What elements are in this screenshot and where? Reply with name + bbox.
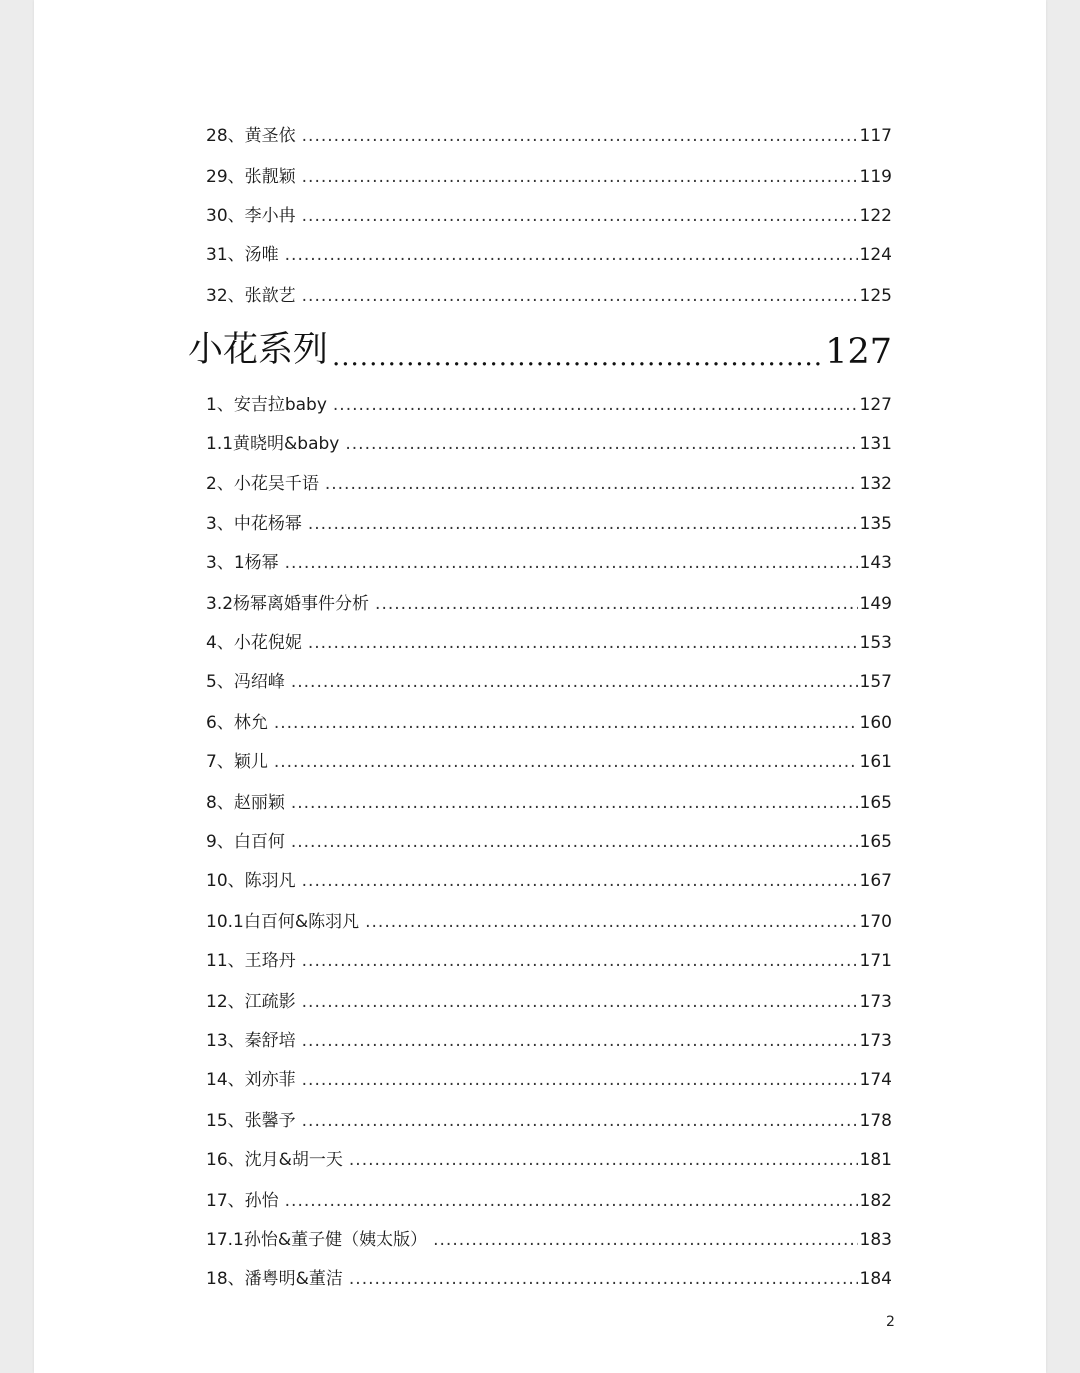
- dot-leader: [349, 1269, 858, 1289]
- toc-entry-page: 171: [859, 951, 892, 971]
- toc-entry[interactable]: [206, 506, 892, 534]
- section-heading-page: 127: [825, 332, 892, 372]
- toc-entry-label: 11、王珞丹: [206, 951, 296, 971]
- toc-entry-label: 14、刘亦菲: [206, 1070, 296, 1090]
- dot-leader: [285, 1191, 858, 1211]
- dot-leader: [308, 633, 858, 653]
- toc-entry-label: 29、张靓颖: [206, 167, 296, 187]
- toc-entry[interactable]: [206, 426, 892, 454]
- dot-leader: [302, 871, 858, 891]
- toc-entry-page: 182: [859, 1191, 892, 1211]
- toc-entry-page: 170: [859, 912, 892, 932]
- toc-entry-label: 16、沈月&胡一天: [206, 1150, 343, 1170]
- dot-leader: [285, 245, 858, 265]
- toc-entry-page: 184: [859, 1269, 892, 1289]
- toc-entry-label: 17、孙怡: [206, 1191, 279, 1211]
- toc-entry[interactable]: [206, 118, 892, 146]
- dot-leader: [302, 951, 858, 971]
- toc-entry-page: 117: [859, 126, 892, 146]
- toc-entry-label: 9、白百何: [206, 832, 285, 852]
- toc-entry-label: 32、张歆艺: [206, 286, 296, 306]
- toc-entry-label: 28、黄圣依: [206, 126, 296, 146]
- dot-leader: [349, 1150, 858, 1170]
- toc-entry-label: 15、张馨予: [206, 1111, 296, 1131]
- dot-leader: [345, 434, 857, 454]
- toc-entry-label: 31、汤唯: [206, 245, 279, 265]
- toc-entry[interactable]: [206, 625, 892, 653]
- toc-entry-page: 124: [859, 245, 892, 265]
- toc-entry[interactable]: [206, 586, 892, 614]
- dot-leader: [302, 992, 858, 1012]
- dot-leader: [302, 167, 858, 187]
- toc-entry-page: 174: [859, 1070, 892, 1090]
- toc-entry-page: 181: [859, 1150, 892, 1170]
- dot-leader: [291, 672, 858, 692]
- toc-entry-page: 125: [859, 286, 892, 306]
- toc-entry[interactable]: [206, 387, 892, 415]
- dot-leader: [332, 342, 823, 372]
- dot-leader: [302, 126, 858, 146]
- toc-entry[interactable]: [206, 159, 892, 187]
- toc-entry-page: 173: [859, 992, 892, 1012]
- toc-entry-page: 131: [859, 434, 892, 454]
- toc-entry[interactable]: [206, 744, 892, 772]
- dot-leader: [302, 206, 858, 226]
- toc-entry[interactable]: [206, 198, 892, 226]
- toc-entry[interactable]: [206, 1023, 892, 1051]
- document-page: [34, 0, 1046, 1373]
- toc-entry[interactable]: [206, 943, 892, 971]
- toc-entry[interactable]: [206, 545, 892, 573]
- toc-entry[interactable]: [206, 863, 892, 891]
- toc-entry-label: 10.1白百何&陈羽凡: [206, 912, 360, 932]
- toc-entry-page: 157: [859, 672, 892, 692]
- toc-entry-label: 17.1孙怡&董子健（姨太版）: [206, 1230, 428, 1250]
- toc-entry[interactable]: [206, 466, 892, 494]
- toc-entry-page: 167: [859, 871, 892, 891]
- toc-entry-label: 5、冯绍峰: [206, 672, 285, 692]
- toc-entry-page: 122: [859, 206, 892, 226]
- toc-entry[interactable]: [206, 904, 892, 932]
- dot-leader: [302, 1111, 858, 1131]
- toc-entry[interactable]: [206, 705, 892, 733]
- toc-entry-label: 3.2杨幂离婚事件分析: [206, 594, 370, 614]
- toc-entry-page: 165: [859, 793, 892, 813]
- toc-entry[interactable]: [206, 1062, 892, 1090]
- section-heading[interactable]: [188, 322, 892, 372]
- toc-entry-page: 132: [859, 474, 892, 494]
- toc-entry-page: 165: [859, 832, 892, 852]
- toc-entry[interactable]: [206, 1103, 892, 1131]
- toc-entry-page: 127: [859, 395, 892, 415]
- section-heading-label: 小花系列: [188, 330, 329, 370]
- dot-leader: [285, 553, 858, 573]
- dot-leader: [302, 1031, 858, 1051]
- toc-entry-page: 135: [859, 514, 892, 534]
- toc-entry-page: 149: [859, 594, 892, 614]
- dot-leader: [291, 793, 858, 813]
- dot-leader: [365, 912, 857, 932]
- toc-entry-label: 7、颖儿: [206, 752, 268, 772]
- toc-entry-label: 18、潘粤明&董洁: [206, 1269, 343, 1289]
- toc-entry[interactable]: [206, 1222, 892, 1250]
- toc-entry-label: 4、小花倪妮: [206, 633, 302, 653]
- toc-entry-page: 161: [859, 752, 892, 772]
- toc-entry-label: 13、秦舒培: [206, 1031, 296, 1051]
- toc-entry-label: 1、安吉拉baby: [206, 395, 327, 415]
- toc-entry-label: 2、小花吴千语: [206, 474, 319, 494]
- toc-entry-label: 8、赵丽颖: [206, 793, 285, 813]
- toc-entry-label: 3、中花杨幂: [206, 514, 302, 534]
- dot-leader: [325, 474, 858, 494]
- toc-entry-page: 160: [859, 713, 892, 733]
- toc-entry-page: 153: [859, 633, 892, 653]
- toc-entry[interactable]: [206, 237, 892, 265]
- toc-entry-label: 12、江疏影: [206, 992, 296, 1012]
- toc-entry-label: 30、李小冉: [206, 206, 296, 226]
- dot-leader: [274, 752, 858, 772]
- dot-leader: [375, 594, 858, 614]
- toc-entry[interactable]: [206, 1261, 892, 1289]
- toc-entry[interactable]: [206, 1183, 892, 1211]
- dot-leader: [433, 1230, 857, 1250]
- dot-leader: [308, 514, 858, 534]
- dot-leader: [302, 286, 858, 306]
- dot-leader: [274, 713, 858, 733]
- toc-entry-label: 10、陈羽凡: [206, 871, 296, 891]
- toc-entry[interactable]: [206, 278, 892, 306]
- dot-leader: [291, 832, 858, 852]
- toc-entry-label: 1.1黄晓明&baby: [206, 434, 340, 454]
- toc-entry[interactable]: [206, 785, 892, 813]
- page-number: 2: [886, 1314, 895, 1330]
- toc-entry[interactable]: [206, 1142, 892, 1170]
- toc-entry-label: 6、林允: [206, 713, 268, 733]
- toc-entry-page: 173: [859, 1031, 892, 1051]
- toc-entry-page: 183: [859, 1230, 892, 1250]
- toc-entry[interactable]: [206, 664, 892, 692]
- toc-entry[interactable]: [206, 824, 892, 852]
- toc-entry-page: 178: [859, 1111, 892, 1131]
- dot-leader: [302, 1070, 858, 1090]
- toc-entry-page: 119: [859, 167, 892, 187]
- dot-leader: [333, 395, 858, 415]
- toc-entry-page: 143: [859, 553, 892, 573]
- toc-entry-label: 3、1杨幂: [206, 553, 279, 573]
- toc-entry[interactable]: [206, 984, 892, 1012]
